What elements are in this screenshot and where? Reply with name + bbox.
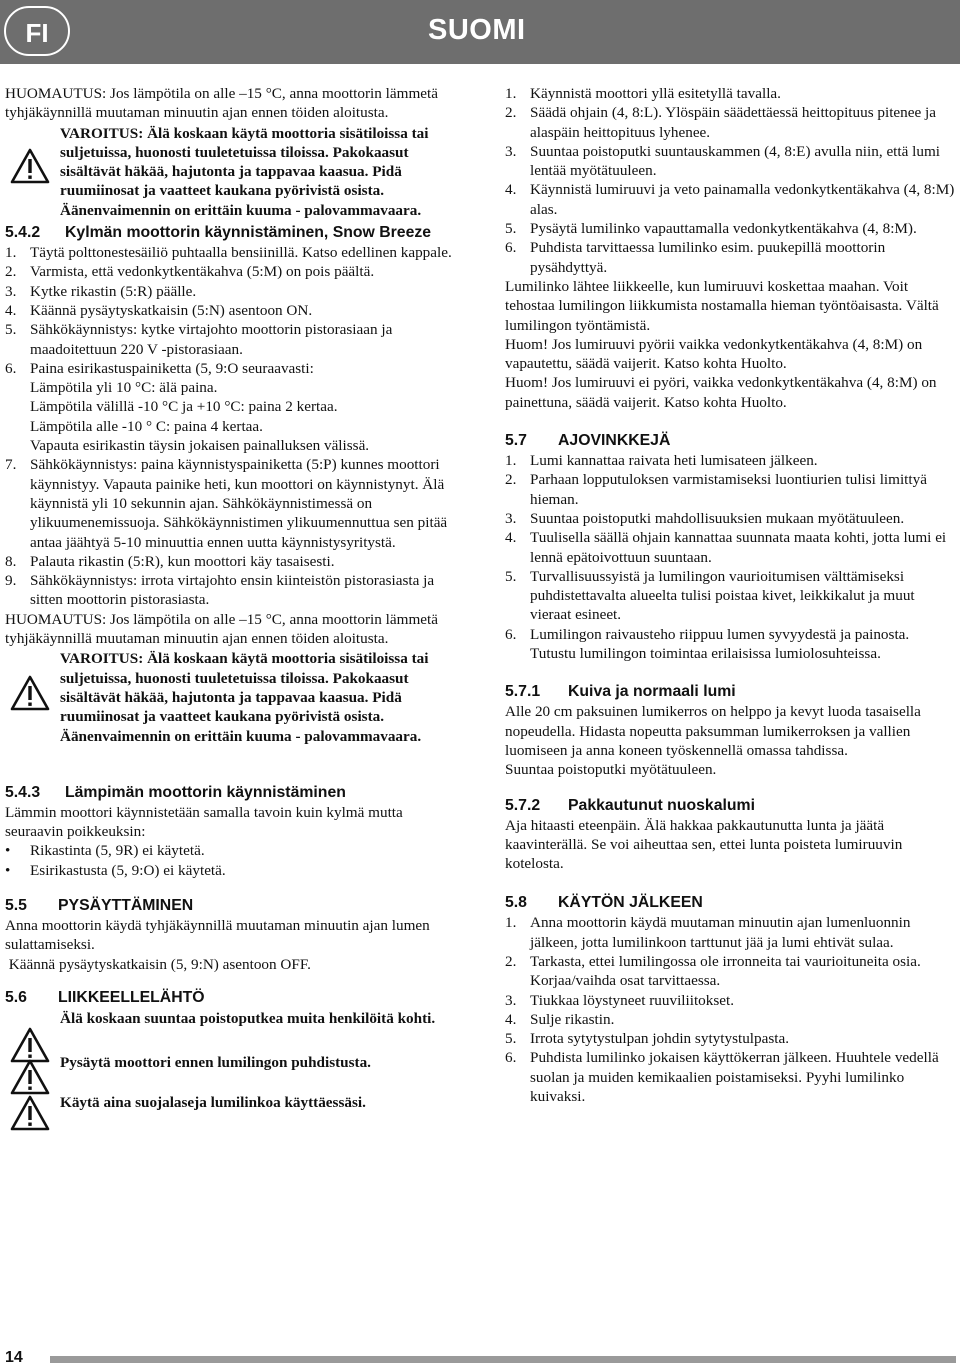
list-item-number: 2. [505, 952, 517, 970]
list-item [5, 552, 455, 571]
list-item-number: 2. [505, 471, 517, 489]
list-item-number: 4. [505, 181, 517, 199]
list-item-text: Tiukkaa löystyneet ruuviliitokset. [530, 991, 735, 1009]
list-item-number: 6. [505, 1049, 517, 1067]
warning-icon [10, 1059, 50, 1095]
list-item [5, 455, 455, 551]
list-item [505, 567, 955, 625]
section-heading-5-5 [5, 896, 455, 916]
section-heading-5-7-2 [505, 796, 955, 816]
bullet-text: Rikastinta (5, 9R) ei käytetä. [30, 842, 205, 860]
list-item-number: 5. [505, 220, 517, 238]
section-title: AJOVINKKEJÄ [558, 432, 671, 450]
warning-text: Älä koskaan suuntaa poistoputkea muita henkilöitä kohti. [60, 1009, 436, 1027]
section-number: 5.7 [505, 432, 527, 450]
list-item [505, 219, 955, 238]
stopping-switch-text: Käännä pysäytyskatkaisin (5, 9:N) asentoon OFF. [5, 955, 311, 973]
list-item-text: Sähkökäynnistys: kytke virtajohto moottorin pistorasiaan ja maadoitettuun 220 V -pistorasiaan. [30, 321, 393, 358]
list-item-text: Paina esirikastuspainiketta (5, 9:O seuraavasti: [30, 359, 314, 377]
list-item [5, 243, 455, 262]
list-item-text: Suuntaa poistoputki mahdollisuuksien mukaan myötätuuleen. [530, 509, 905, 527]
section-number: 5.4.3 [5, 783, 41, 801]
steps-list-5-8 [505, 913, 955, 1106]
section-heading-5-6 [5, 988, 455, 1008]
list-item [505, 1029, 955, 1048]
list-item-number: 7. [5, 456, 17, 474]
note-auger-rotates: Huom! Jos lumiruuvi pyörii vaikka vedonkytkentäkahva (4, 8:M) on vapautettu, säädä vaijerit. Katso kohta Huolto. [505, 335, 923, 373]
section-number: 5.7.1 [505, 683, 541, 701]
list-item-text: Lumi kannattaa raivata heti lumisateen jälkeen. [530, 452, 818, 470]
list-item-number: 5. [5, 321, 17, 339]
list-item [505, 952, 955, 991]
left-column [5, 84, 455, 1129]
list-item [505, 103, 955, 142]
warning-block-cleaning [5, 1053, 455, 1093]
list-item-number: 3. [505, 991, 517, 1009]
section-number: 5.8 [505, 894, 527, 912]
section-heading-5-7 [505, 431, 955, 451]
right-column [505, 84, 955, 1106]
list-item-text: Täytä polttonestesäiliö puhtaalla bensiinillä. Katso edellinen kappale. [30, 244, 452, 262]
section-title: Pakkautunut nuoskalumi [568, 796, 755, 814]
list-item-number: 1. [505, 914, 517, 932]
warning-text: Käytä aina suojalaseja lumilinkoa käyttäessäsi. [60, 1093, 366, 1111]
list-item-text: Käynnistä moottori yllä esitetyllä tavalla. [530, 85, 781, 102]
list-item [505, 1048, 955, 1106]
section-heading-5-4-3 [5, 783, 455, 803]
list-item-number: 2. [505, 104, 517, 122]
list-item-number: 4. [5, 301, 17, 319]
dry-snow-tip: Suuntaa poistoputki myötätuuleen. [505, 761, 717, 779]
note-cold-start: HUOMAUTUS: Jos lämpötila on alle –15 °C, anna moottorin lämmetä tyhjäkäynnillä muutaman minuutin ajan ennen töiden aloitusta. [5, 85, 438, 122]
stopping-text: Anna moottorin käydä tyhjäkäynnillä muutaman minuutin ajan lumen sulattamiseksi. [5, 916, 430, 954]
list-item-text: Käännä pysäytyskatkaisin (5:N) asentoon ON. [30, 301, 313, 319]
list-line: Lämpötila yli 10 °C: älä paina. [30, 379, 218, 397]
section-number: 5.6 [5, 988, 27, 1006]
list-item-text: Irrota sytytystulpan johdin sytytystulpasta. [530, 1030, 790, 1048]
list-item [505, 470, 955, 509]
list-item [505, 1010, 955, 1029]
list-item [505, 238, 955, 277]
warning-block-1 [5, 124, 455, 220]
list-item [505, 451, 955, 470]
steps-list-5-6 [505, 84, 955, 277]
section-heading-5-4-2 [5, 223, 455, 243]
list-line: Lämpötila välillä -10 °C ja +10 °C: paina 2 kertaa. [30, 398, 338, 416]
list-item [505, 509, 955, 528]
list-item-text: Tarkasta, ettei lumilingossa ole irronneita tai vaurioituneita osia. Korjaa/vaihda osat tarvittaessa. [530, 952, 921, 990]
list-line: Vapauta esirikastin täysin jokaisen painalluksen välissä. [30, 437, 370, 455]
language-badge: FI [4, 6, 70, 56]
driving-text: Lumilinko lähtee liikkeelle, kun lumiruuvi koskettaa maahan. Voit tehostaa lumilingon liikkumista nostamalla hieman työntöaisasta. Vältä lumilingon työntämistä. [505, 277, 939, 334]
list-item [5, 320, 455, 359]
bullet-text: Esirikastusta (5, 9:O) ei käytetä. [30, 861, 226, 879]
warning-text: Pysäytä moottori ennen lumilingon puhdistusta. [60, 1053, 371, 1071]
warm-start-bullets [5, 841, 455, 880]
warning-block-goggles [5, 1093, 455, 1129]
list-item-text: Käynnistä lumiruuvi ja veto painamalla vedonkytkentäkahva (4, 8:M) alas. [530, 181, 955, 218]
list-item-number: 1. [505, 85, 517, 102]
warning-icon [10, 675, 50, 711]
list-item-number: 6. [505, 239, 517, 257]
section-title: KÄYTÖN JÄLKEEN [558, 894, 703, 912]
list-item-text: Puhdista lumilinko jokaisen käyttökerran jälkeen. Huuhtele vedellä suolan ja muiden kemikaalien poistamiseksi. Pyyhi lumilinko kuivaksi. [530, 1049, 939, 1106]
dry-snow-text: Alle 20 cm paksuinen lumikerros on helppo ja kevyt luoda tasaisella nopeudella. Hidasta nopeutta paksumman lumikerroksen ja vallien luomiseen ja anna koneen työskennellä omassa tahdissa. [505, 703, 921, 759]
list-item-text: Parhaan lopputuloksen varmistamiseksi luontiurien tulisi limittyä hieman. [530, 471, 927, 508]
section-number: 5.4.2 [5, 224, 41, 242]
steps-list-5-7 [505, 451, 955, 663]
warning-icon [10, 148, 50, 184]
footer-bar [50, 1356, 956, 1363]
list-item-text: Sulje rikastin. [530, 1010, 615, 1028]
list-item-number: 3. [505, 509, 517, 527]
list-item [505, 528, 955, 567]
note-auger-not-rotating: Huom! Jos lumiruuvi ei pyöri, vaikka vedonkytkentäkahva (4, 8:M) on painettuna, säädä vaijerit. Katso kohta Huolto. [505, 374, 937, 411]
list-item-text: Palauta rikastin (5:R), kun moottori käy tasaisesti. [30, 552, 335, 570]
list-item-text: Suuntaa poistoputki suuntauskammen (4, 8:E) avulla niin, että lumi lentää myötätuuleen. [530, 142, 941, 180]
section-title: PYSÄYTTÄMINEN [58, 896, 194, 914]
list-item [505, 180, 955, 219]
warning-icon [10, 1095, 50, 1131]
bullet-item [5, 841, 455, 860]
page-number: 14 [5, 1349, 23, 1366]
note-cold-start-repeat: HUOMAUTUS: Jos lämpötila on alle –15 °C, anna moottorin lämmetä tyhjäkäynnillä muutaman minuutin ajan ennen töiden aloitusta. [5, 610, 438, 648]
list-item-number: 5. [505, 1030, 517, 1048]
section-heading-5-7-1 [505, 682, 955, 702]
list-item-number: 4. [505, 1010, 517, 1028]
warning-block-2 [5, 649, 455, 745]
header-title: SUOMI [428, 14, 526, 46]
section-title: Kylmän moottorin käynnistäminen, Snow Breeze [65, 224, 432, 242]
list-item-text: Lumilingon raivausteho riippuu lumen syvyydestä ja painosta. Tutustu lumilingon toimintaa erilaisissa lumiolosuhteissa. [530, 625, 910, 663]
list-item [505, 991, 955, 1010]
bullet-icon: • [5, 861, 11, 879]
steps-list-5-4-2-continued [5, 455, 455, 609]
list-item [505, 913, 955, 952]
bullet-icon: • [5, 842, 11, 860]
steps-list-5-4-2 [5, 243, 455, 378]
warning-block-exhaust [5, 1009, 455, 1053]
list-item [5, 301, 455, 320]
list-item-text: Kytke rikastin (5:R) päälle. [30, 282, 197, 300]
list-item-number: 3. [505, 142, 517, 160]
list-item-number: 1. [505, 452, 517, 470]
list-item-number: 6. [5, 359, 17, 377]
list-item-number: 6. [505, 625, 517, 643]
list-item-text: Säädä ohjain (4, 8:L). Ylöspäin säädettäessä heittopituus pitenee ja alaspäin heittopituus lyhenee. [530, 104, 937, 141]
list-item-text: Sähkökäynnistys: irrota virtajohto ensin kiinteistön pistorasiasta ja sitten moottorin pistorasiasta. [30, 572, 435, 609]
section-title: LIIKKEELLELÄHTÖ [58, 988, 205, 1006]
bullet-item [5, 861, 455, 880]
section-number: 5.5 [5, 896, 27, 914]
header-bar [0, 0, 960, 64]
warning-text: VAROITUS: Älä koskaan käytä moottoria sisätiloissa tai suljetuissa, huonosti tuuletetuissa tiloissa. Pakokaasut sisältävät häkää, hajutonta ja tappavaa kaasua. Pidä ruumiinosat ja vaatteet kaukana pyörivistä osista. Äänenvaimennin on erittäin kuuma - palovammavaara. [60, 124, 429, 219]
list-item-text: Tuulisella säällä ohjain kannattaa suunnata maata kohti, jotta lumi ei lennä epätoivottuun suuntaan. [530, 529, 947, 566]
section-number: 5.7.2 [505, 796, 541, 814]
section-title: Lämpimän moottorin käynnistäminen [65, 783, 346, 801]
list-item-number: 1. [5, 244, 17, 262]
list-item-text: Puhdista tarvittaessa lumilinko esim. puukepillä moottorin pysähdyttyä. [530, 239, 886, 276]
list-item-text: Sähkökäynnistys: paina käynnistyspainiketta (5:P) kunnes moottori käynnistyy. Vapauta painike heti, kun moottori on käynnistynyt. Älä käynnistä yli 10 sekunnin ajan. Sähkökäynnistimessä on ylikuumenemissuoja. Sähkökäynnistimen ylikuumennuttua sen pitää antaa jäähtyä 5-10 minuuttia ennen uutta käynnistysyritystä. [30, 456, 448, 551]
list-item-text: Pysäytä lumilinko vapauttamalla vedonkytkentäkahva (4, 8:M). [530, 220, 917, 238]
list-item-text: Turvallisuussyistä ja lumilingon vaurioitumisen välttämiseksi puhdistettavalta alueelta tulisi poistaa kivet, leikkikalut ja muut vieraat esineet. [530, 567, 915, 624]
list-line: Lämpötila alle -10 ° C: paina 4 kertaa. [30, 417, 263, 435]
list-item-number: 2. [5, 263, 17, 281]
list-item [505, 84, 955, 103]
warning-text: VAROITUS: Älä koskaan käytä moottoria sisätiloissa tai suljetuissa, huonosti tuuletetuissa tiloissa. Pakokaasut sisältävät häkää, hajutonta ja tappavaa kaasua. Pidä ruumiinosat ja vaatteet kaukana pyörivistä osista. Äänenvaimennin on erittäin kuuma - palovammavaara. [60, 650, 429, 745]
list-item-number: 4. [505, 529, 517, 547]
list-item-number: 5. [505, 567, 517, 585]
list-item-text: Anna moottorin käydä muutaman minuutin ajan lumenluonnin jälkeen, jotta lumilinkoon tarttunut jää ja lumi ehtivät sulaa. [530, 914, 911, 951]
list-item [5, 571, 455, 610]
section-heading-5-8 [505, 893, 955, 913]
section-title: Kuiva ja normaali lumi [568, 683, 736, 701]
list-item-number: 8. [5, 552, 17, 570]
list-item [5, 262, 455, 281]
list-item [5, 359, 455, 378]
packed-snow-text: Aja hitaasti eteenpäin. Älä hakkaa pakkautunutta lunta ja jäätä kaavinterällä. Se voi aiheuttaa sen, ettei lunta poisteta lumiruuvin kotelosta. [505, 816, 903, 873]
list-item [5, 282, 455, 301]
list-item-text: Varmista, että vedonkytkentäkahva (5:M) on pois päältä. [30, 263, 375, 281]
warm-start-text: Lämmin moottori käynnistetään samalla tavoin kuin kylmä mutta seuraavin poikkeuksin: [5, 803, 403, 841]
list-item [505, 625, 955, 664]
list-item [505, 142, 955, 181]
list-item-number: 9. [5, 572, 17, 590]
list-item-number: 3. [5, 282, 17, 300]
step6-temperature-list [5, 378, 455, 455]
